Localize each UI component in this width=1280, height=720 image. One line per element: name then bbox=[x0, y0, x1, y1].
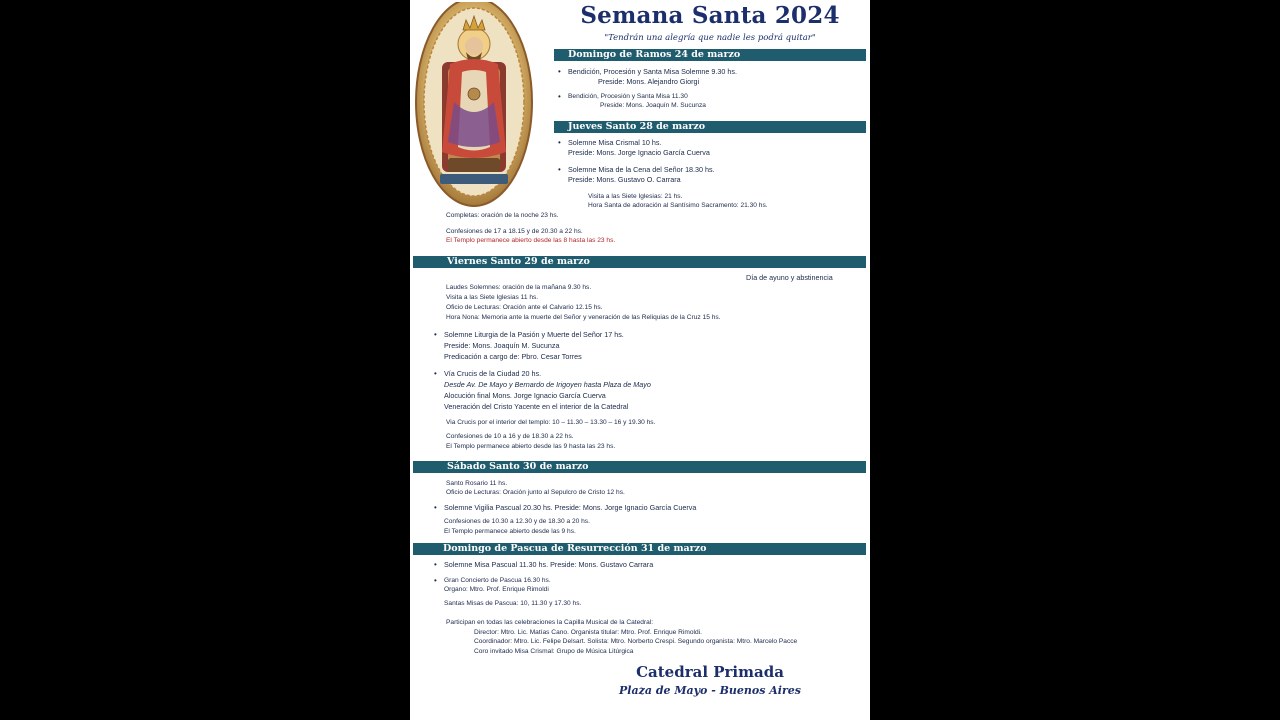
pascua-misa: • Solemne Misa Pascual 11.30 hs. Preside: Mons. Gustavo Carrara bbox=[444, 560, 653, 570]
section-heading-sabado: Sábado Santo 30 de marzo bbox=[413, 461, 866, 473]
ramos-item1-line1: • Bendición, Procesión y Santa Misa Solemne 9.30 hs. bbox=[568, 67, 737, 77]
section-heading-viernes: Viernes Santo 29 de marzo bbox=[413, 256, 866, 268]
page-title: Semana Santa 2024 bbox=[580, 2, 840, 29]
sabado-templo: El Templo permanece abierto desde las 9 hs. bbox=[444, 528, 576, 535]
capilla-director: Director: Mtro. Lic. Matías Cano. Organista titular: Mtro. Prof. Enrique Rimoldi. bbox=[474, 629, 702, 636]
sabado-rosario: Santo Rosario 11 hs. bbox=[446, 480, 508, 487]
enthroned-christ-icon bbox=[414, 2, 534, 214]
jueves-confesiones: Confesiones de 17 a 18.15 y de 20.30 a 22 hs. bbox=[446, 228, 583, 235]
jueves-visita: Visita a las Siete Iglesias: 21 hs. bbox=[588, 193, 683, 200]
sabado-confesiones: Confesiones de 10.30 a 12.30 y de 18.30 a 20 hs. bbox=[444, 518, 590, 525]
jueves-hora-santa: Hora Santa de adoración al Santísimo Sacramento: 21.30 hs. bbox=[588, 202, 768, 209]
viernes-via-line1: • Vía Crucis de la Ciudad 20 hs. bbox=[444, 369, 541, 379]
viernes-liturgia-line1: • Solemne Liturgia de la Pasión y Muerte del Señor 17 hs. bbox=[444, 330, 624, 340]
jueves-item2-line2: Preside: Mons. Gustavo O. Carrara bbox=[568, 175, 681, 184]
capilla-coordinador: Coordinador: Mtro. Lic. Felipe Delsart. Solista: Mtro. Norberto Crespi. Segundo organista: Mtro. Marcelo Pacce bbox=[474, 638, 798, 645]
page-quote: "Tendrán una alegría que nadie les podrá quitar" bbox=[604, 33, 816, 43]
sabado-oficio: Oficio de Lecturas: Oración junto al Sepulcro de Cristo 12 hs. bbox=[446, 489, 625, 496]
poster bbox=[410, 0, 870, 720]
pascua-misas: Santas Misas de Pascua: 10, 11.30 y 17.30 hs. bbox=[444, 600, 582, 607]
viernes-confesiones: Confesiones de 10 a 16 y de 18.30 a 22 hs. bbox=[446, 433, 574, 440]
jueves-completas: Completas: oración de la noche 23 hs. bbox=[446, 212, 559, 219]
pascua-concierto-line2: Organo: Mtro. Prof. Enrique Rimoldi bbox=[444, 586, 549, 593]
pascua-concierto-line1: • Gran Concierto de Pascua 16.30 hs. bbox=[444, 576, 551, 585]
section-heading-pascua: Domingo de Pascua de Resurrección 31 de marzo bbox=[413, 543, 866, 555]
viernes-nona: Hora Nona: Memoria ante la muerte del Señor y veneración de las Reliquias de la Cruz 15 hs. bbox=[446, 314, 721, 321]
viernes-oficio: Oficio de Lecturas: Oración ante el Calvario 12.15 hs. bbox=[446, 304, 603, 311]
viernes-ayuno: Día de ayuno y abstinencia bbox=[746, 273, 833, 282]
jueves-item1-line1: • Solemne Misa Crismal 10 hs. bbox=[568, 138, 661, 148]
section-heading-jueves: Jueves Santo 28 de marzo bbox=[554, 121, 866, 133]
viernes-templo: El Templo permanece abierto desde las 9 hasta las 23 hs. bbox=[446, 443, 616, 450]
section-heading-ramos: Domingo de Ramos 24 de marzo bbox=[554, 49, 866, 61]
ramos-item2-line1: • Bendición, Procesión y Santa Misa 11.30 bbox=[568, 92, 688, 101]
viernes-via-line2: Desde Av. De Mayo y Bernardo de Irigoyen hasta Plaza de Mayo bbox=[444, 380, 651, 389]
viernes-via-line3: Alocución final Mons. Jorge Ignacio García Cuerva bbox=[444, 391, 606, 400]
capilla-coro: Coro invitado Misa Crismal: Grupo de Música Litúrgica bbox=[474, 648, 634, 655]
viernes-laudes: Laudes Solemnes: oración de la mañana 9.30 hs. bbox=[446, 284, 592, 291]
viernes-via-interior: Via Crucis por el interior del templo: 10 – 11.30 – 13.30 – 16 y 19.30 hs. bbox=[446, 419, 656, 426]
viernes-visita: Visita a las Siete Iglesias 11 hs. bbox=[446, 294, 539, 301]
jueves-item2-line1: • Solemne Misa de la Cena del Señor 18.30 hs. bbox=[568, 165, 715, 175]
capilla-intro: Participan en todas las celebraciones la Capilla Musical de la Catedral: bbox=[446, 619, 654, 626]
ramos-item1-line2: Preside: Mons. Alejandro Giorgi bbox=[598, 77, 700, 86]
viernes-liturgia-line2: Preside: Mons. Joaquín M. Sucunza bbox=[444, 341, 560, 350]
jueves-templo: El Templo permanece abierto desde las 8 hasta las 23 hs. bbox=[446, 237, 616, 244]
footer-place: Plaza de Mayo - Buenos Aires bbox=[619, 684, 801, 697]
viernes-via-line4: Veneración del Cristo Yacente en el interior de la Catedral bbox=[444, 402, 629, 411]
ramos-item2-line2: Preside: Mons. Joaquín M. Sucunza bbox=[600, 102, 706, 109]
viernes-liturgia-line3: Predicación a cargo de: Pbro. Cesar Torres bbox=[444, 352, 582, 361]
sabado-vigilia: • Solemne Vigilia Pascual 20.30 hs. Preside: Mons. Jorge Ignacio García Cuerva bbox=[444, 503, 696, 513]
jueves-item1-line2: Preside: Mons. Jorge Ignacio García Cuerva bbox=[568, 148, 710, 157]
footer-cathedral-name: Catedral Primada bbox=[636, 663, 784, 681]
